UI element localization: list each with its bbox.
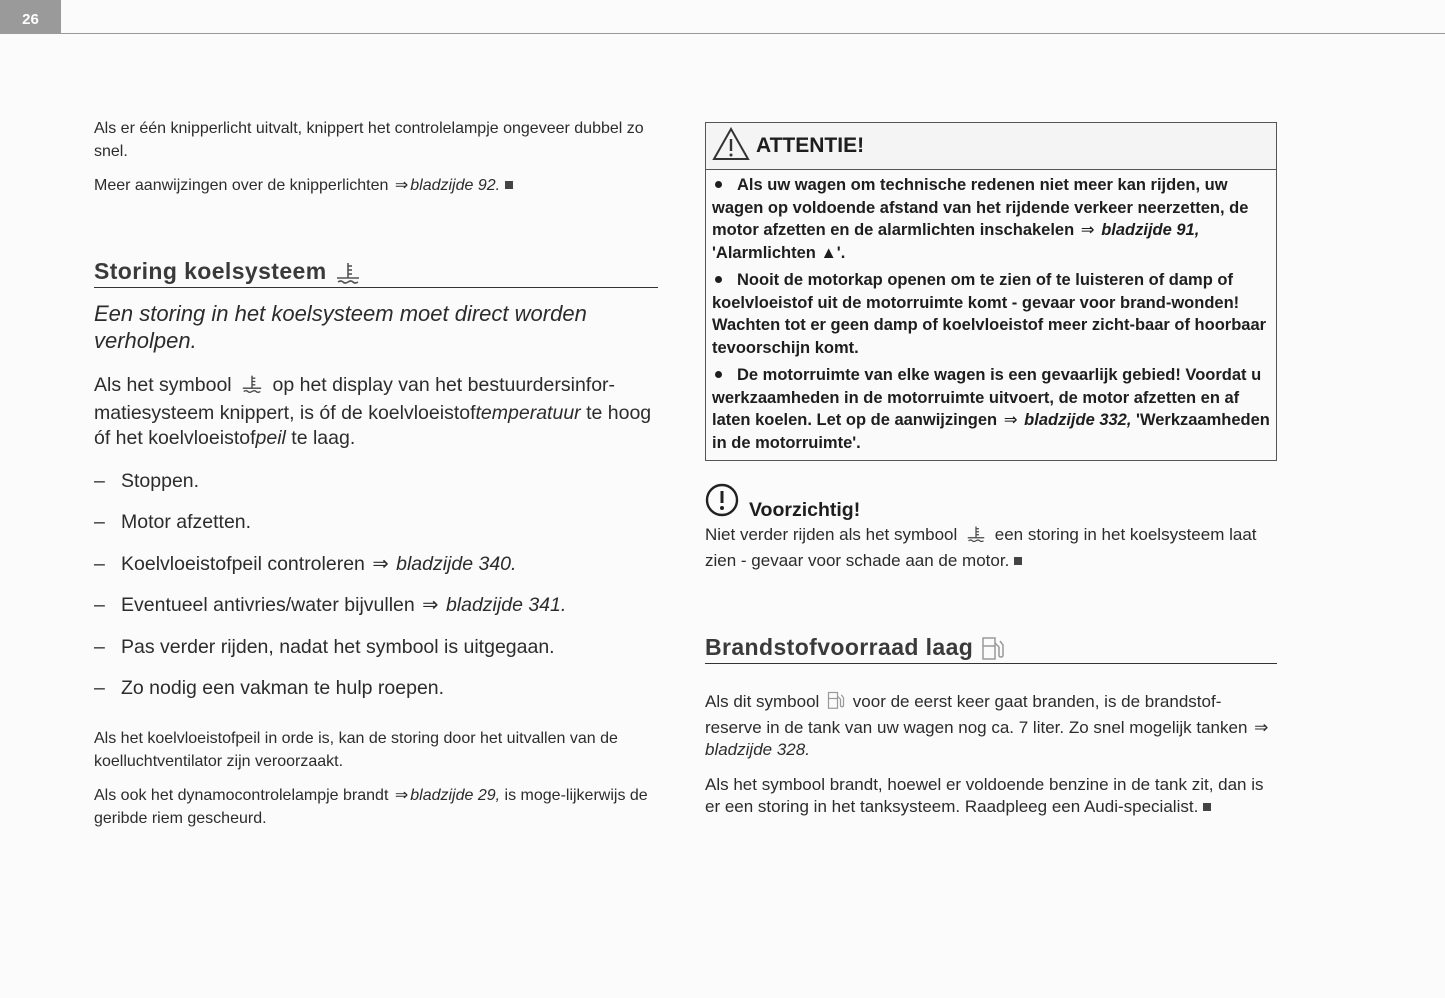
warning-body <box>706 170 1276 460</box>
list-item: – Motor afzetten. <box>94 511 252 533</box>
intro-paragraph: Als er één knipperlicht uitvalt, knippert het controlelampje ongeveer dubbel zo snel. <box>94 120 644 160</box>
arrow-icon: ⇒ <box>1003 411 1018 429</box>
arrow-icon: ⇒ <box>422 594 439 616</box>
end-mark-icon <box>1203 803 1211 811</box>
page-link[interactable]: bladzijde 332, <box>1024 411 1132 429</box>
coolant-temperature-icon <box>965 525 987 550</box>
caution-block <box>705 483 1277 572</box>
page-number: 26 <box>0 0 61 34</box>
list-item: – Stoppen. <box>94 469 200 492</box>
page-link[interactable]: bladzijde 91, <box>1101 221 1200 239</box>
arrow-icon: ⇒ <box>1254 717 1269 737</box>
alternator-note: Als ook het dynamocontrolelampje brandt ⇒ bladzijde 29, is moge-lijkerwijs de geribde riem gescheurd. <box>94 787 648 827</box>
warning-item: De motorruimte van elke wagen is een gevaarlijk gebied! Voordat u werkzaamheden in de motorruimte uitvoert, de motor afzetten en af laten koelen. Let op de aanwijzingen ⇒ bladzijde 332, 'Werkzaamheden in de motorruimte'. <box>712 366 1270 452</box>
warning-title: ATTENTIE! <box>756 134 865 157</box>
page-link[interactable]: bladzijde 341. <box>445 594 567 616</box>
caution-title: Voorzichtig! <box>749 499 861 521</box>
caution-exclamation-icon <box>705 483 739 522</box>
left-column <box>94 118 658 830</box>
arrow-icon: ⇒ <box>394 177 409 194</box>
arrow-icon: ⇒ <box>1080 221 1095 239</box>
list-item: – Pas verder rijden, nadat het symbool is uitgegaan. <box>94 635 555 658</box>
fuel-pump-icon <box>981 635 1005 661</box>
caution-header <box>705 483 1277 522</box>
fan-note: Als het koelvloeistofpeil in orde is, kan de storing door het uitvallen van de koelluchtventilator zijn veroorzaakt. <box>94 730 618 770</box>
list-item: – Koelvloeistofpeil controleren ⇒ bladzijde 340. <box>94 552 517 575</box>
page-link[interactable]: bladzijde 328. <box>705 740 810 759</box>
intro-reference: Meer aanwijzingen over de knipperlichten ⇒ bladzijde 92. <box>94 175 658 198</box>
bullet-icon <box>715 181 722 188</box>
warning-item: Als uw wagen om technische redenen niet meer kan rijden, uw wagen op voldoende afstand van het rijdende verkeer neerzetten, de motor afzetten en de alarmlichten inschakelen ⇒ bladzijde 91, 'Alarmlichten ▲'. <box>712 176 1249 262</box>
end-mark-icon <box>505 181 513 189</box>
section-heading-cooling: Storing koelsysteem <box>94 258 658 288</box>
end-mark-icon <box>1014 557 1022 565</box>
coolant-temperature-icon <box>335 261 361 285</box>
right-column <box>705 122 1277 819</box>
action-steps-list <box>94 469 658 702</box>
fuel-pump-icon <box>827 690 845 717</box>
section-heading-fuel: Brandstofvoorraad laag <box>705 634 1277 664</box>
fuel-paragraph-1: Als dit symbool voor de eerst keer gaat branden, is de brandstof-reserve in de tank van uw wagen nog ca. 7 liter. Zo snel mogelijk tanken ⇒ bladzijde 328. <box>705 692 1269 759</box>
header-rule <box>61 33 1445 34</box>
bullet-icon <box>715 276 722 283</box>
fuel-paragraph-2: Als het symbool brandt, hoewel er voldoende benzine in de tank zit, dan is er een storing in het tanksysteem. Raadpleeg een Audi-specialist. <box>705 774 1264 816</box>
list-item: – Zo nodig een vakman te hulp roepen. <box>94 677 445 699</box>
warning-triangle-icon <box>712 127 750 166</box>
symbol-explanation: Als het symbool op het display van het bestuurdersinfor-matiesysteem knippert, is óf de koelvloeistoftemperatuur te hoog óf het koelvloeistofpeil te laag. <box>94 373 652 449</box>
warning-box <box>705 122 1277 461</box>
arrow-icon: ⇒ <box>372 552 389 575</box>
page-link[interactable]: bladzijde 340. <box>396 552 517 575</box>
section-lead: Een storing in het koelsysteem moet direct worden verholpen. <box>94 300 587 353</box>
list-item: – Eventueel antivries/water bijvullen ⇒ bladzijde 341. <box>94 594 567 616</box>
coolant-temperature-icon <box>240 374 264 401</box>
warning-item: Nooit de motorkap openen om te zien of te luisteren of damp of koelvloeistof uit de motorruimte komt - gevaar voor brand-wonden! Wachten tot er geen damp of koelvloeistof meer zicht-baar of hoorbaar tevoorschijn komt. <box>712 271 1267 357</box>
arrow-icon: ⇒ <box>394 787 409 804</box>
caution-text: Niet verder rijden als het symbool een storing in het koelsysteem laat zien - gevaar voor schade aan de motor. <box>705 525 1257 570</box>
bullet-icon <box>715 371 722 378</box>
warning-header <box>706 123 1276 170</box>
page-link[interactable]: bladzijde 92. <box>410 177 501 194</box>
page-header <box>0 0 1445 34</box>
page-link[interactable]: bladzijde 29, <box>410 787 501 804</box>
